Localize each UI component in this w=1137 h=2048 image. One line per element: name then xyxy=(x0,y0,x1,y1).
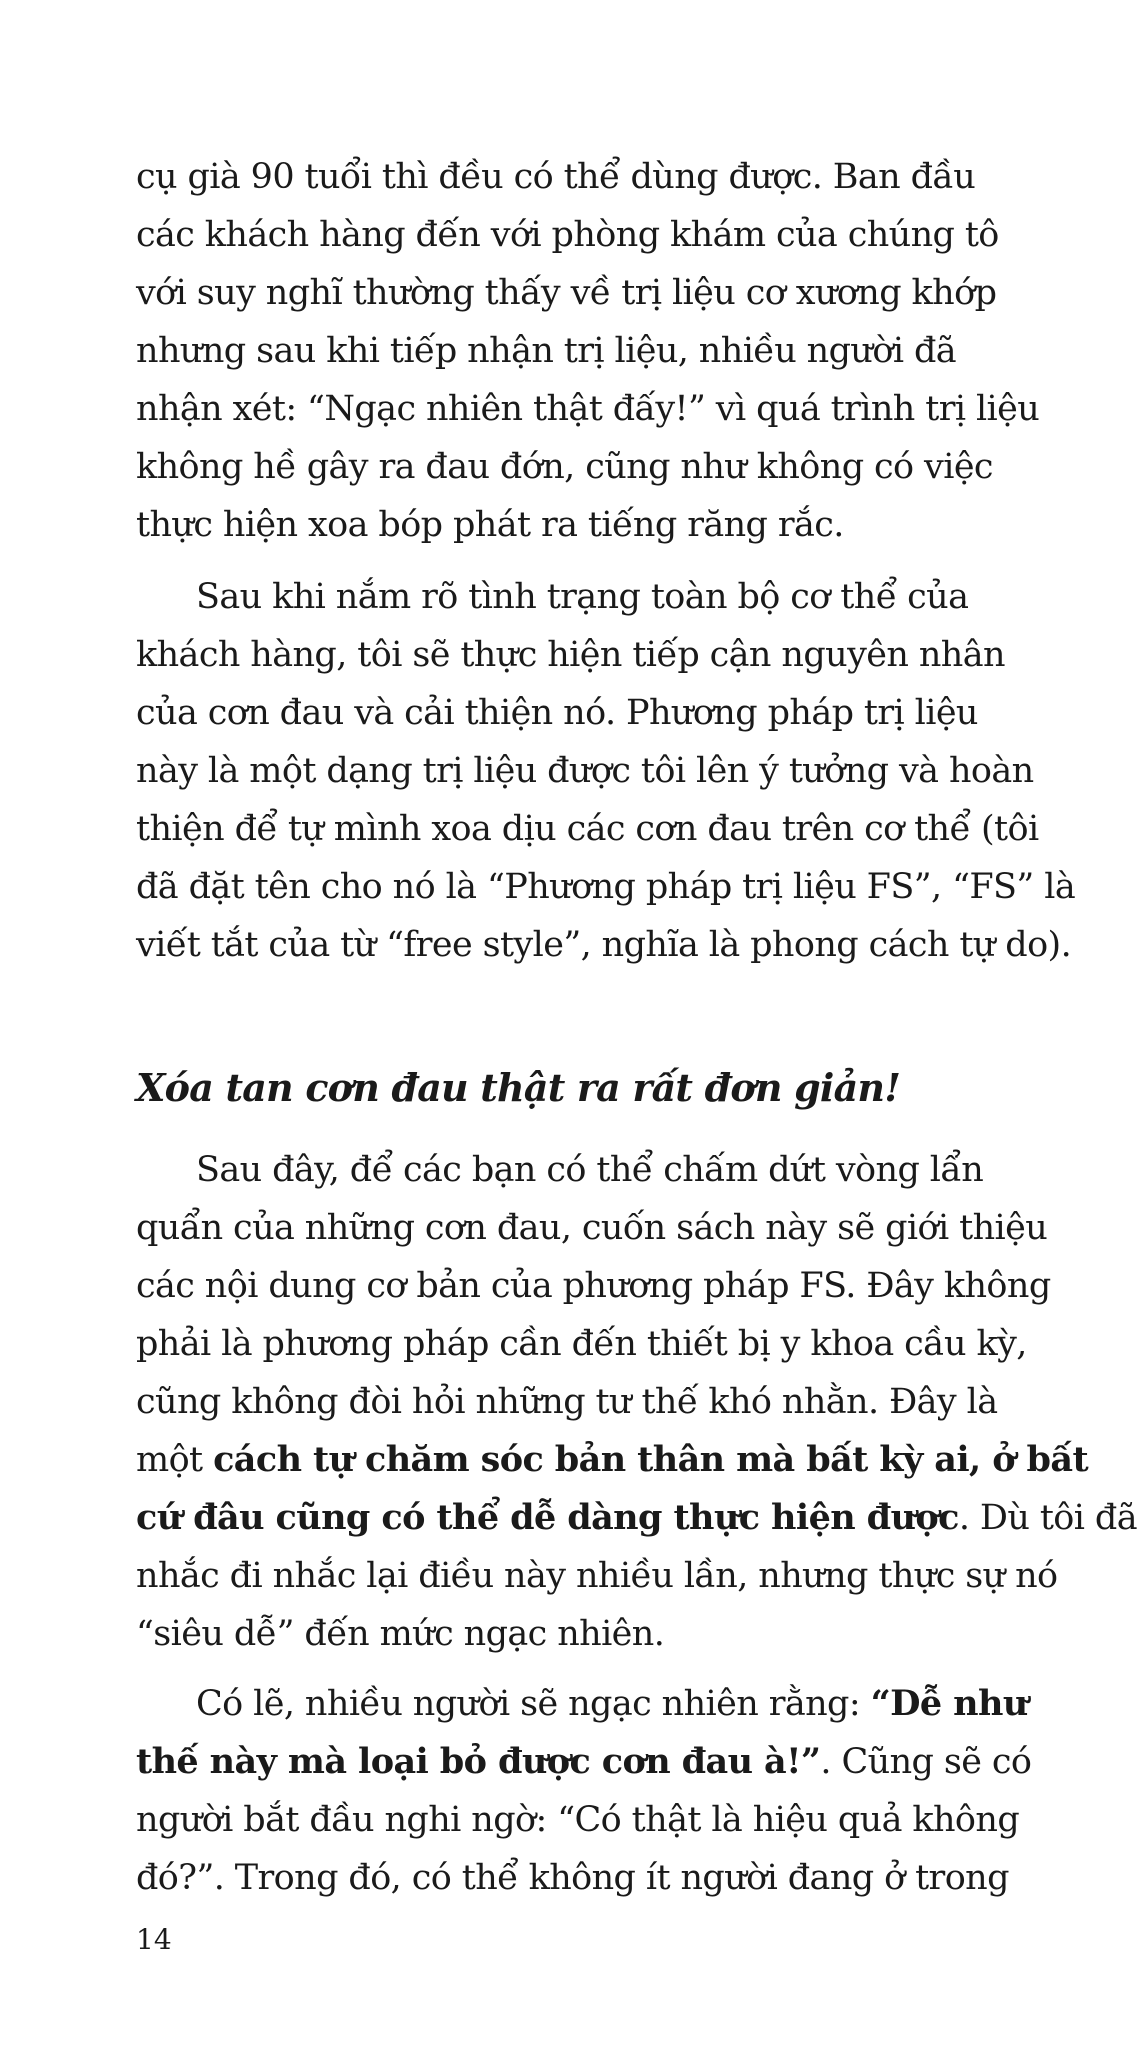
plain-text: . Dù tôi đã xyxy=(958,1498,1137,1538)
text-line: khách hàng, tôi sẽ thực hiện tiếp cận nguyên nhân xyxy=(136,635,1005,675)
text-line: viết tắt của từ “free style”, nghĩa là phong cách tự do). xyxy=(136,925,1072,965)
text-line: của cơn đau và cải thiện nó. Phương pháp trị liệu xyxy=(136,693,978,733)
text-line xyxy=(136,1733,1032,1791)
text-line: “siêu dễ” đến mức ngạc nhiên. xyxy=(136,1614,665,1654)
text-line xyxy=(136,1431,1089,1489)
plain-text: . Cũng sẽ có xyxy=(820,1742,1032,1782)
bold-text: “Dễ như xyxy=(870,1683,1028,1724)
text-line: này là một dạng trị liệu được tôi lên ý tưởng và hoàn xyxy=(136,751,1034,791)
text-line: đó?”. Trong đó, có thể không ít người đang ở trong xyxy=(136,1858,1009,1898)
paragraph-4 xyxy=(136,1675,1032,1907)
text-line: đã đặt tên cho nó là “Phương pháp trị liệu FS”, “FS” là xyxy=(136,867,1076,907)
paragraph-3 xyxy=(136,1141,1137,1663)
text-line: nhưng sau khi tiếp nhận trị liệu, nhiều người đã xyxy=(136,331,957,371)
bold-text: cứ đâu cũng có thể dễ dàng thực hiện được xyxy=(136,1497,959,1538)
text-line: thực hiện xoa bóp phát ra tiếng răng rắc. xyxy=(136,505,844,545)
bold-text: cách tự chăm sóc bản thân mà bất kỳ ai, ở bất xyxy=(213,1439,1089,1480)
text-line xyxy=(136,1489,1137,1547)
page-number: 14 xyxy=(136,1923,172,1956)
plain-text: một xyxy=(136,1440,214,1480)
text-line: Sau đây, để các bạn có thể chấm dứt vòng lẩn xyxy=(196,1150,984,1190)
text-line: các khách hàng đến với phòng khám của chúng tô xyxy=(136,215,999,255)
bold-text: thế này mà loại bỏ được cơn đau à!” xyxy=(136,1741,821,1782)
text-line: nhắc đi nhắc lại điều này nhiều lần, nhưng thực sự nó xyxy=(136,1556,1058,1596)
text-line xyxy=(136,1675,1028,1733)
section-heading: Xóa tan cơn đau thật ra rất đơn giản! xyxy=(136,1065,901,1110)
text-line: các nội dung cơ bản của phương pháp FS. Đây không xyxy=(136,1266,1051,1306)
text-line: cụ già 90 tuổi thì đều có thể dùng được. Ban đầu xyxy=(136,157,976,197)
text-line: nhận xét: “Ngạc nhiên thật đấy!” vì quá trình trị liệu xyxy=(136,389,1040,429)
text-line: với suy nghĩ thường thấy về trị liệu cơ xương khớp xyxy=(136,273,997,313)
text-line: không hề gây ra đau đớn, cũng như không có việc xyxy=(136,447,993,487)
paragraph-2 xyxy=(136,568,1076,974)
text-line: quẩn của những cơn đau, cuốn sách này sẽ giới thiệu xyxy=(136,1208,1048,1248)
paragraph-1 xyxy=(136,148,1040,554)
text-line: người bắt đầu nghi ngờ: “Có thật là hiệu quả không xyxy=(136,1800,1020,1840)
text-line: phải là phương pháp cần đến thiết bị y khoa cầu kỳ, xyxy=(136,1324,1027,1364)
text-line: thiện để tự mình xoa dịu các cơn đau trên cơ thể (tôi xyxy=(136,809,1039,849)
text-line: cũng không đòi hỏi những tư thế khó nhằn. Đây là xyxy=(136,1382,998,1422)
plain-text: Có lẽ, nhiều người sẽ ngạc nhiên rằng: xyxy=(196,1684,871,1724)
text-line: Sau khi nắm rõ tình trạng toàn bộ cơ thể của xyxy=(196,577,969,617)
